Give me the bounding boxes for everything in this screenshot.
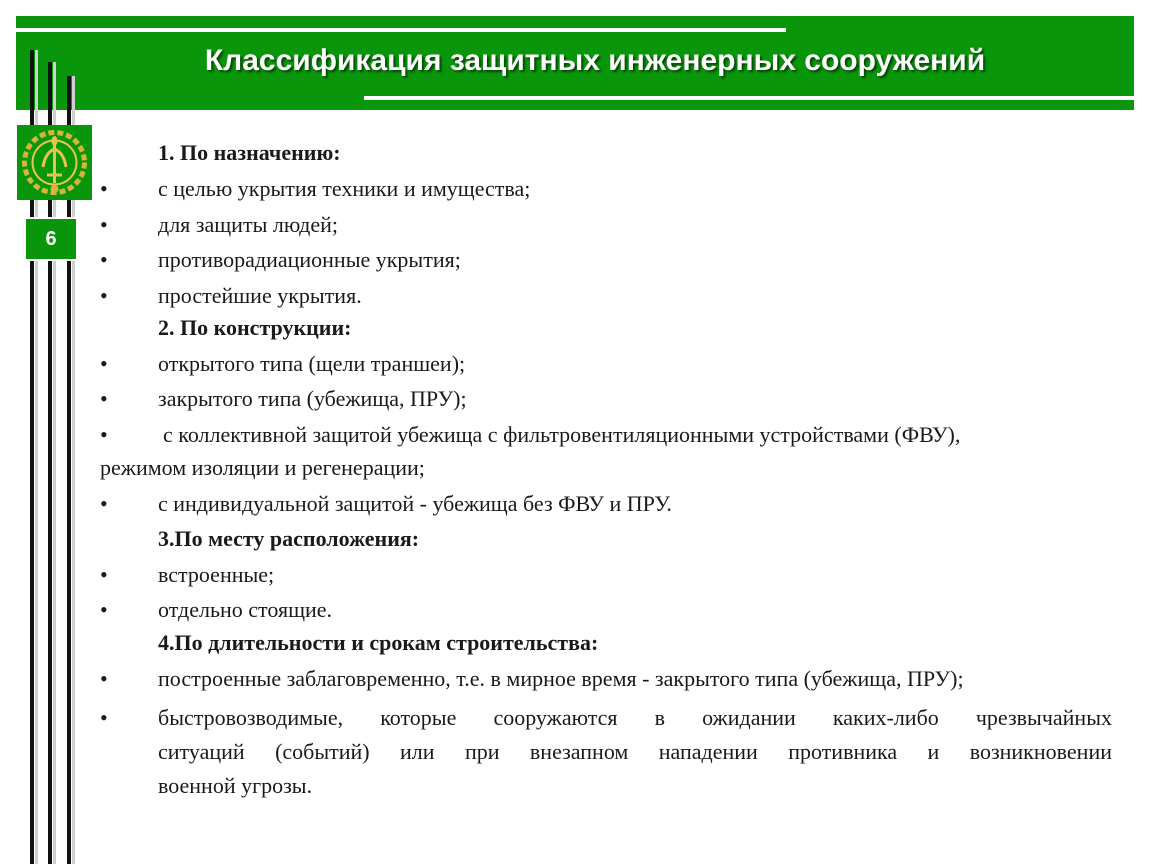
list-item: противорадиационные укрытия; [158,247,461,272]
emblem [17,125,92,200]
section-heading: 1. По назначению: [158,140,341,165]
bullet-marker: • [100,666,108,691]
list-item: закрытого типа (убежища, ПРУ); [158,386,467,411]
wheat-wreath-emblem-icon [19,127,90,198]
bullet-marker: • [100,705,108,730]
bullet-marker: • [100,283,108,308]
section-heading: 2. По конструкции: [158,315,352,340]
list-item: отдельно стоящие. [158,597,333,622]
list-item-continuation: ситуаций (событий) или при внезапном нападении противника и возникновении [158,739,1112,764]
list-item: встроенные; [158,562,275,587]
list-item: простейшие укрытия. [158,283,362,308]
banner-top-stripe [16,28,786,32]
list-item: с индивидуальной защитой - убежища без ФВУ и ПРУ. [158,491,672,516]
list-item: быстровозводимые, которые сооружаются в ожидании каких-либо чрезвычайных [158,705,1112,730]
bullet-marker: • [100,351,108,376]
bullet-marker: • [100,562,108,587]
section-heading: 3.По месту расположения: [158,526,420,551]
list-item-continuation: режимом изоляции и регенерации; [100,455,425,480]
list-item: для защиты людей; [158,212,338,237]
bullet-marker: • [100,422,108,447]
bullet-marker: • [100,212,108,237]
page-number-badge: 6 [26,219,76,259]
list-item: открытого типа (щели траншеи); [158,351,466,376]
list-item: с коллективной защитой убежища с фильтровентиляционными устройствами (ФВУ), [163,422,961,447]
banner-bottom-stripe [364,96,1134,100]
bullet-marker: • [100,491,108,516]
bullet-marker: • [100,176,108,201]
bullet-marker: • [100,386,108,411]
slide-title: Классификация защитных инженерных сооружений [204,44,986,77]
list-item: с целью укрытия техники и имущества; [158,176,531,201]
section-heading: 4.По длительности и срокам строительства: [158,630,599,655]
bullet-marker: • [100,247,108,272]
list-item: построенные заблаговременно, т.е. в мирное время - закрытого типа (убежища, ПРУ); [158,666,964,691]
list-item-continuation: военной угрозы. [158,773,313,798]
bullet-marker: • [100,597,108,622]
